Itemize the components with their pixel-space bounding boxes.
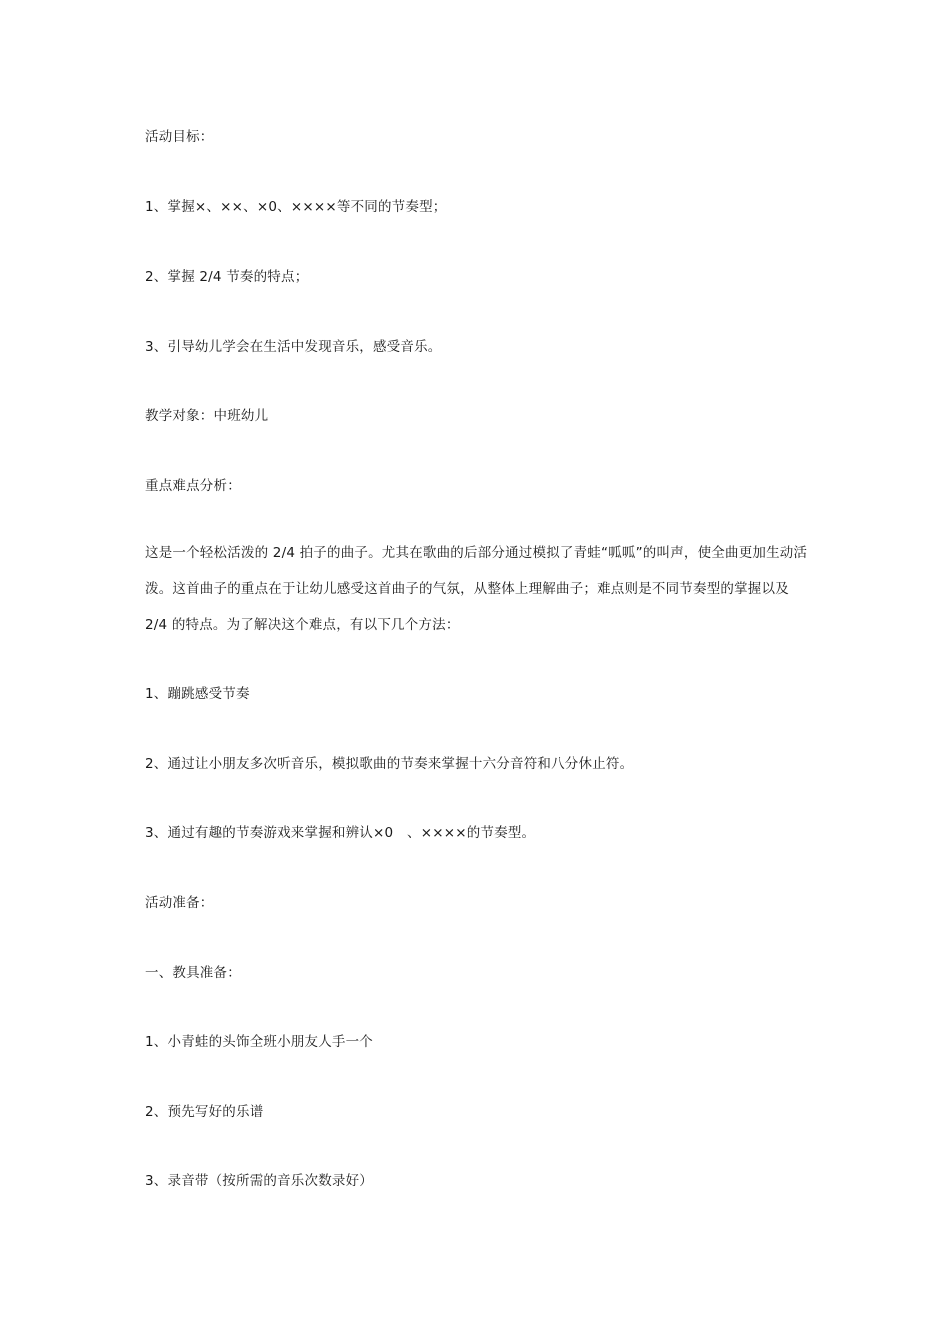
method-item-1: 1、蹦跳感受节奏 bbox=[145, 686, 250, 702]
analysis-paragraph: 这是一个轻松活泼的 2/4 拍子的曲子。尤其在歌曲的后部分通过模拟了青蛙“呱呱”的叫声，使全曲更加生动活泼。这首曲子的重点在于让幼儿感受这首曲子的气氛，从整体上理解曲子；难点则是不同节奏型的掌握以及 2/4 的特点。为了解决这个难点，有以下几个方法： bbox=[145, 545, 808, 633]
teaching-target: 教学对象：中班幼儿 bbox=[145, 408, 269, 424]
method-item-3: 3、通过有趣的节奏游戏来掌握和辨认×0 、××××的节奏型。 bbox=[145, 825, 536, 841]
prep-item-1: 1、小青蛙的头饰全班小朋友人手一个 bbox=[145, 1034, 373, 1050]
goal-item-3: 3、引导幼儿学会在生活中发现音乐，感受音乐。 bbox=[145, 339, 442, 355]
goal-item-2: 2、掌握 2/4 节奏的特点； bbox=[145, 269, 309, 285]
section-heading-goals: 活动目标： bbox=[145, 129, 214, 145]
subheading-tools: 一、教具准备： bbox=[145, 965, 241, 981]
section-heading-prep: 活动准备： bbox=[145, 895, 214, 911]
prep-item-3: 3、录音带（按所需的音乐次数录好） bbox=[145, 1173, 373, 1189]
prep-item-2: 2、预先写好的乐谱 bbox=[145, 1104, 264, 1120]
method-item-2: 2、通过让小朋友多次听音乐，模拟歌曲的节奏来掌握十六分音符和八分休止符。 bbox=[145, 756, 634, 772]
goal-item-1: 1、掌握×、××、×0、××××等不同的节奏型； bbox=[145, 199, 447, 215]
section-heading-analysis: 重点难点分析： bbox=[145, 478, 241, 494]
